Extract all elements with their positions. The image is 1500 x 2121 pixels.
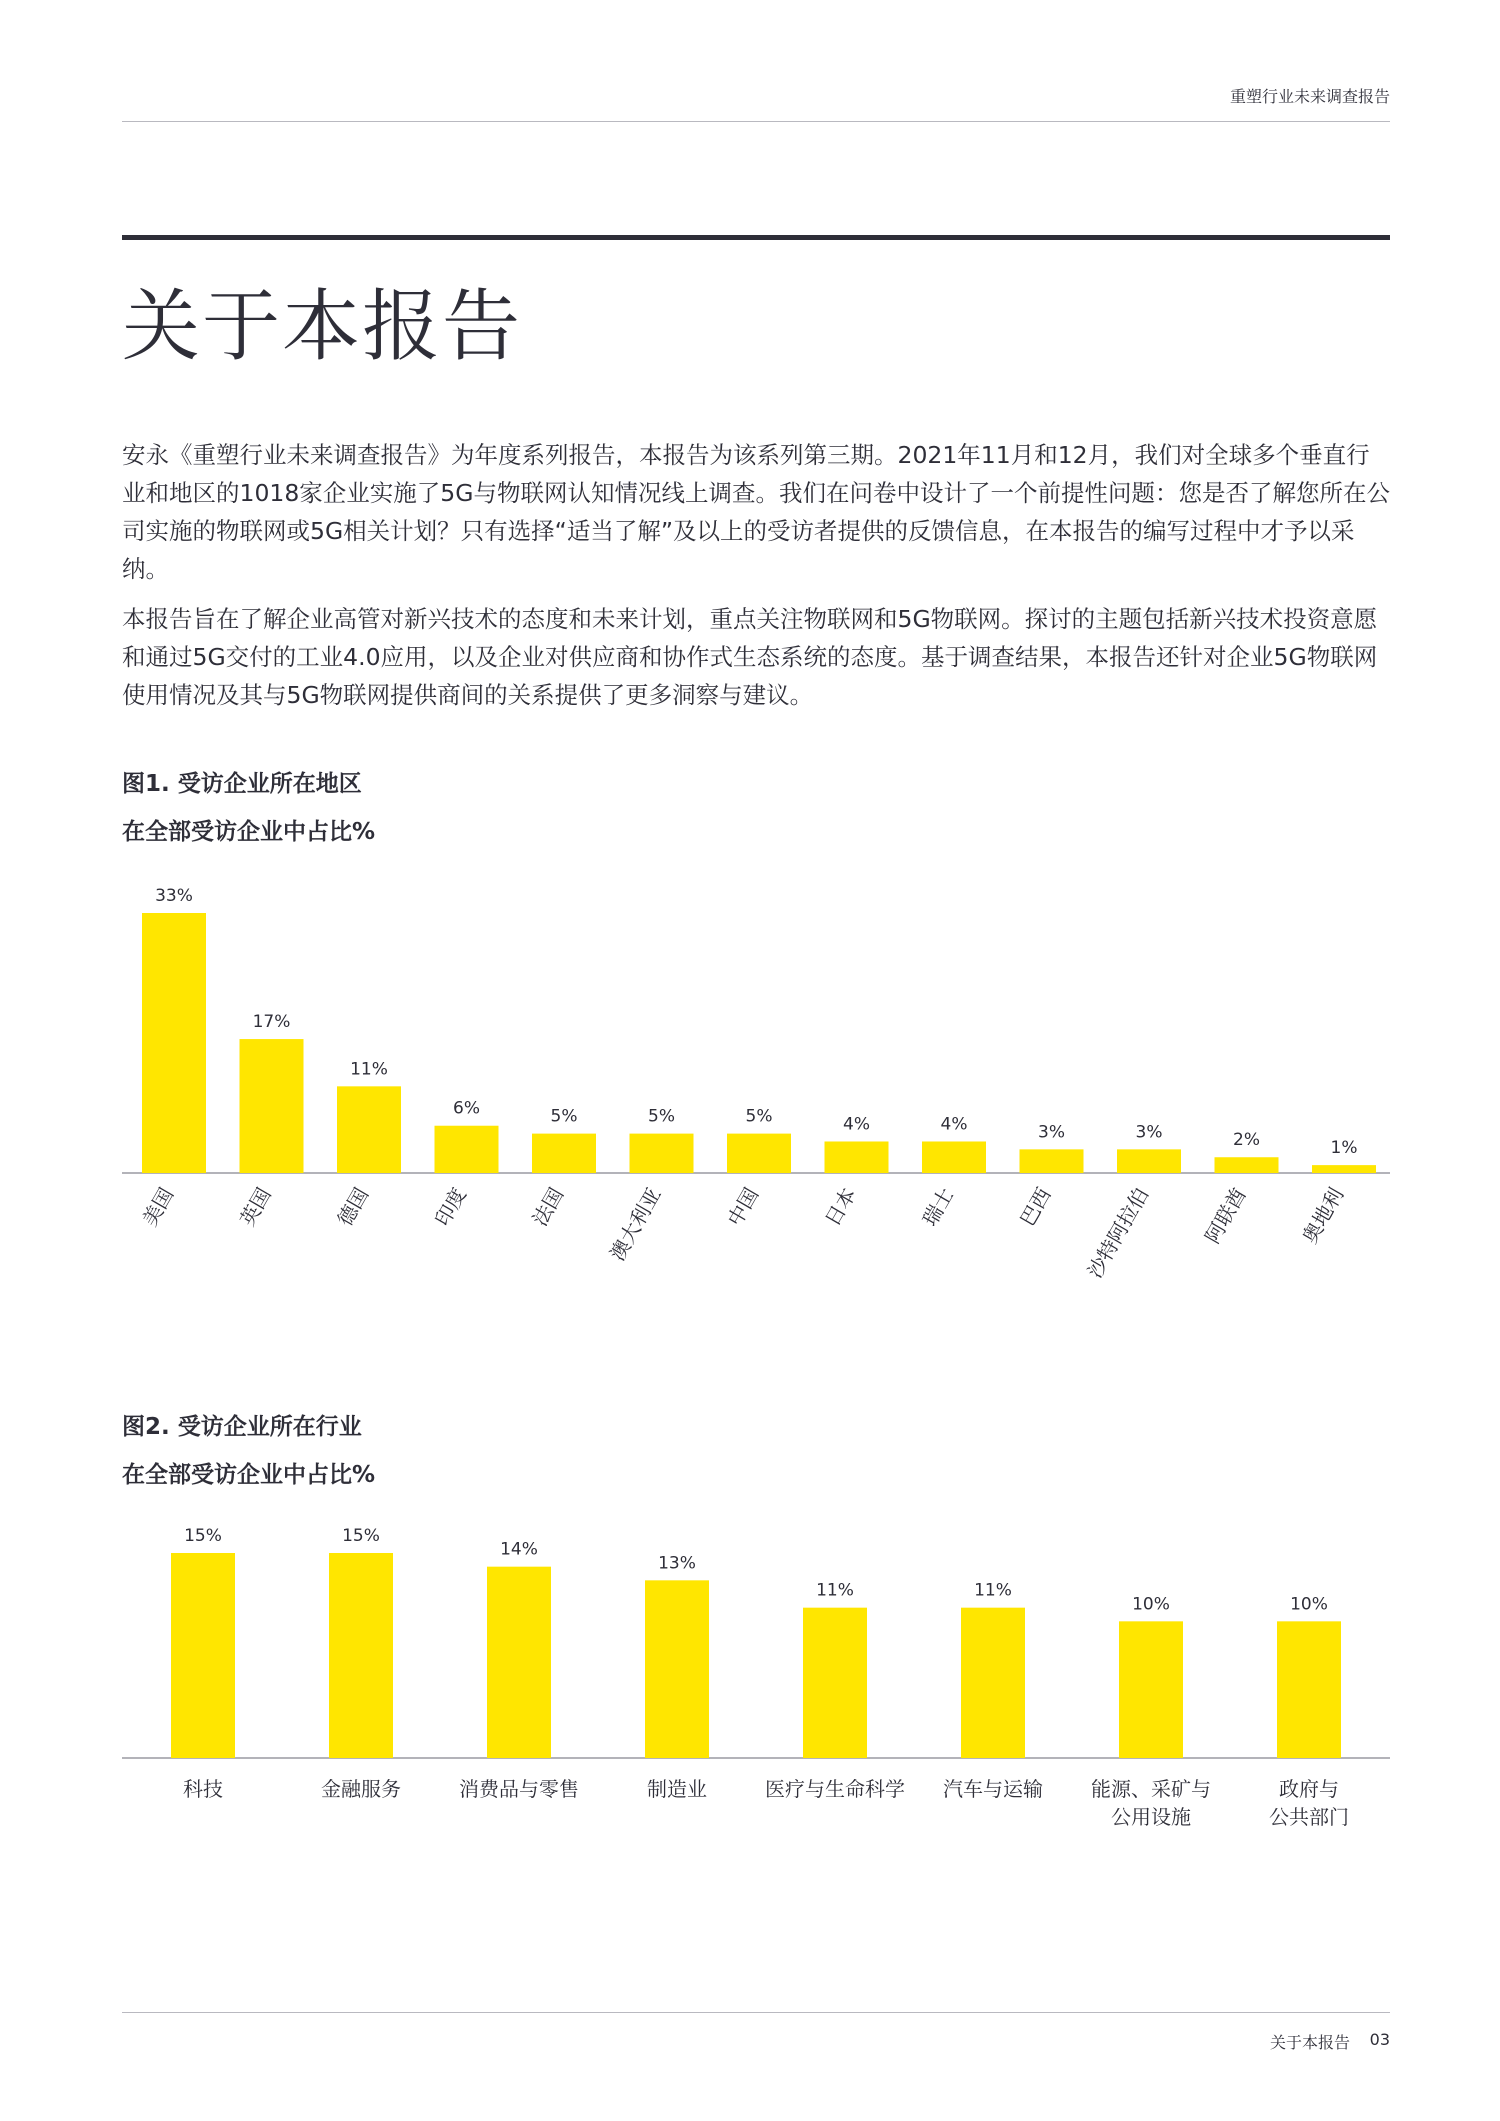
- category-label: 瑞士: [917, 1183, 959, 1231]
- category-label: 阿联酋: [1200, 1183, 1251, 1248]
- region-bar-chart: [0, 860, 1500, 1340]
- bar: [922, 1141, 986, 1173]
- category-label: 美国: [137, 1183, 179, 1231]
- bar: [337, 1086, 401, 1173]
- bar: [240, 1039, 304, 1173]
- category-label: 印度: [430, 1183, 471, 1231]
- bar: [825, 1141, 889, 1173]
- intro-text: [122, 436, 1390, 726]
- title-rule: [122, 235, 1390, 240]
- data-label: 6%: [453, 1098, 480, 1119]
- category-label: 中国: [722, 1183, 764, 1231]
- category-label: 金融服务: [321, 1777, 401, 1801]
- data-label: 3%: [1135, 1122, 1163, 1143]
- data-label: 13%: [658, 1553, 696, 1574]
- bar: [1020, 1149, 1084, 1173]
- page-number: 03: [1369, 2030, 1390, 2049]
- intro-paragraph-2: 本报告旨在了解企业高管对新兴技术的态度和未来计划，重点关注物联网和5G物联网。探讨的主题包括新兴技术投资意愿和通过5G交付的工业4.0应用，以及企业对供应商和协作式生态系统的态度。基于调查结果，本报告还针对企业5G物联网使用情况及其与5G物联网提供商间的关系提供了更多洞察与建议。: [122, 605, 1378, 709]
- data-label: 5%: [550, 1106, 578, 1127]
- category-label: 科技: [183, 1777, 223, 1801]
- data-label: 17%: [252, 1012, 291, 1033]
- bar: [1119, 1621, 1183, 1758]
- bar: [630, 1134, 694, 1173]
- data-label: 11%: [350, 1059, 388, 1080]
- figure1-title: 图1. 受访企业所在地区: [122, 771, 362, 797]
- category-label: 汽车与运输: [943, 1777, 1043, 1801]
- bar: [727, 1134, 791, 1173]
- data-label: 5%: [648, 1106, 675, 1127]
- header-rule: [122, 121, 1390, 122]
- data-label: 4%: [843, 1114, 870, 1135]
- data-label: 11%: [816, 1580, 854, 1601]
- figure2-subtitle: 在全部受访企业中占比%: [122, 1462, 376, 1488]
- category-label: 奥地利: [1297, 1183, 1349, 1248]
- bar: [171, 1553, 235, 1758]
- footer-rule: [122, 2012, 1390, 2013]
- data-label: 11%: [974, 1580, 1012, 1601]
- bar: [329, 1553, 393, 1758]
- category-label: 澳大利亚: [605, 1183, 666, 1265]
- category-label: 巴西: [1015, 1183, 1056, 1231]
- category-label: 消费品与零售: [459, 1777, 579, 1801]
- data-label: 10%: [1132, 1594, 1170, 1615]
- bar: [961, 1608, 1025, 1758]
- bar: [1215, 1157, 1279, 1173]
- category-label: 英国: [235, 1183, 276, 1231]
- data-label: 4%: [940, 1114, 968, 1135]
- bar: [487, 1567, 551, 1758]
- bar: [1117, 1149, 1181, 1173]
- data-label: 10%: [1290, 1594, 1328, 1615]
- data-label: 5%: [745, 1106, 773, 1127]
- data-label: 33%: [155, 886, 193, 906]
- industry-bar-chart: [0, 1500, 1500, 1900]
- running-header: 重塑行业未来调查报告: [1229, 87, 1390, 106]
- data-label: 15%: [184, 1526, 222, 1546]
- category-label: 政府与公共部门: [1269, 1777, 1349, 1829]
- bar: [1312, 1165, 1376, 1173]
- page-title: 关于本报告: [122, 282, 523, 372]
- figure1-subtitle: 在全部受访企业中占比%: [122, 819, 376, 845]
- category-label: 德国: [332, 1183, 374, 1231]
- figure2-title: 图2. 受访企业所在行业: [122, 1414, 362, 1440]
- bar: [1277, 1621, 1341, 1758]
- category-label: 医疗与生命科学: [765, 1777, 905, 1801]
- category-label: 日本: [820, 1183, 861, 1231]
- category-label: 沙特阿拉伯: [1082, 1183, 1154, 1283]
- data-label: 14%: [500, 1539, 538, 1560]
- intro-paragraph-1: 安永《重塑行业未来调查报告》为年度系列报告，本报告为该系列第三期。2021年11月和12月，我们对全球多个垂直行业和地区的1018家企业实施了5G与物联网认知情况线上调查。我们在问卷中设计了一个前提性问题：您是否了解您所在公司实施的物联网或5G相关计划？只有选择“适当了解”及以上的受访者提供的反馈信息，在本报告的编写过程中才予以采纳。: [122, 441, 1390, 583]
- bar: [645, 1580, 709, 1758]
- data-label: 3%: [1038, 1122, 1065, 1143]
- category-label: 法国: [527, 1183, 569, 1231]
- category-label: 能源、采矿与公用设施: [1091, 1777, 1211, 1829]
- bar: [435, 1126, 499, 1173]
- footer-section: 关于本报告: [1269, 2033, 1350, 2052]
- category-label: 制造业: [647, 1777, 707, 1801]
- data-label: 15%: [342, 1526, 380, 1546]
- data-label: 2%: [1233, 1130, 1260, 1151]
- bar: [532, 1134, 596, 1173]
- bar: [142, 913, 206, 1173]
- bar: [803, 1608, 867, 1758]
- data-label: 1%: [1330, 1138, 1358, 1159]
